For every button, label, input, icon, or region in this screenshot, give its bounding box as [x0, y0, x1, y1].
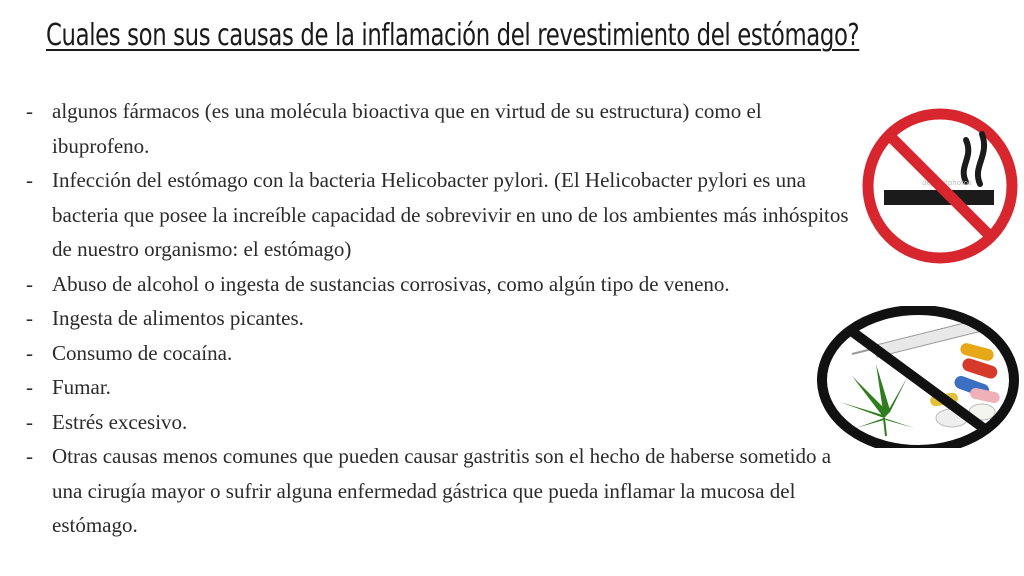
- bullet-dash: -: [26, 375, 33, 399]
- list-item-text: Infección del estómago con la bacteria Helicobacter pylori. (El Helicobacter pylori es una bacteria que posee la increíble capacidad de sobrevivir en uno de los ambientes más inhóspitos de nuestro organismo: el estómago): [52, 168, 849, 261]
- list-item: [22, 267, 902, 302]
- list-item: [22, 94, 902, 163]
- list-item-text: Fumar.: [52, 375, 111, 399]
- list-item-text: Estrés excesivo.: [52, 409, 188, 434]
- list-item-text: Consumo de cocaína.: [52, 340, 233, 365]
- cigarette-filter: [986, 190, 994, 205]
- cigarette-body: [884, 190, 986, 205]
- list-item: [22, 370, 902, 405]
- list-item: [22, 439, 902, 543]
- bullet-dash: -: [26, 444, 33, 468]
- list-item: [22, 301, 902, 336]
- bullet-dash: -: [26, 340, 33, 365]
- bullet-dash: -: [26, 168, 33, 192]
- list-item-text: Ingesta de alimentos picantes.: [52, 306, 304, 330]
- list-item: [22, 405, 902, 440]
- no-smoking-sign-icon: [862, 108, 1018, 264]
- list-item-text: Otras causas menos comunes que pueden causar gastritis son el hecho de haberse sometido a una cirugía mayor o sufrir alguna enfermedad gástrica que pueda inflamar la mucosa del estómago.: [52, 444, 832, 537]
- causes-list: [22, 94, 902, 543]
- watermark: depositphotos: [922, 179, 972, 187]
- no-drugs-sign-icon: [812, 306, 1024, 448]
- list-item-text: Abuso de alcohol o ingesta de sustancias corrosivas, como algún tipo de veneno.: [52, 271, 730, 296]
- slide-title: Cuales son sus causas de la inflamación del revestimiento del estómago?: [46, 18, 860, 53]
- list-item: [22, 163, 902, 267]
- bullet-dash: -: [26, 271, 33, 296]
- list-item: [22, 336, 902, 371]
- bullet-dash: -: [26, 306, 33, 330]
- list-item-text: algunos fármacos (es una molécula bioactiva que en virtud de su estructura) como el ibuprofeno.: [52, 99, 762, 158]
- bullet-dash: -: [26, 409, 33, 434]
- bullet-dash: -: [26, 99, 33, 123]
